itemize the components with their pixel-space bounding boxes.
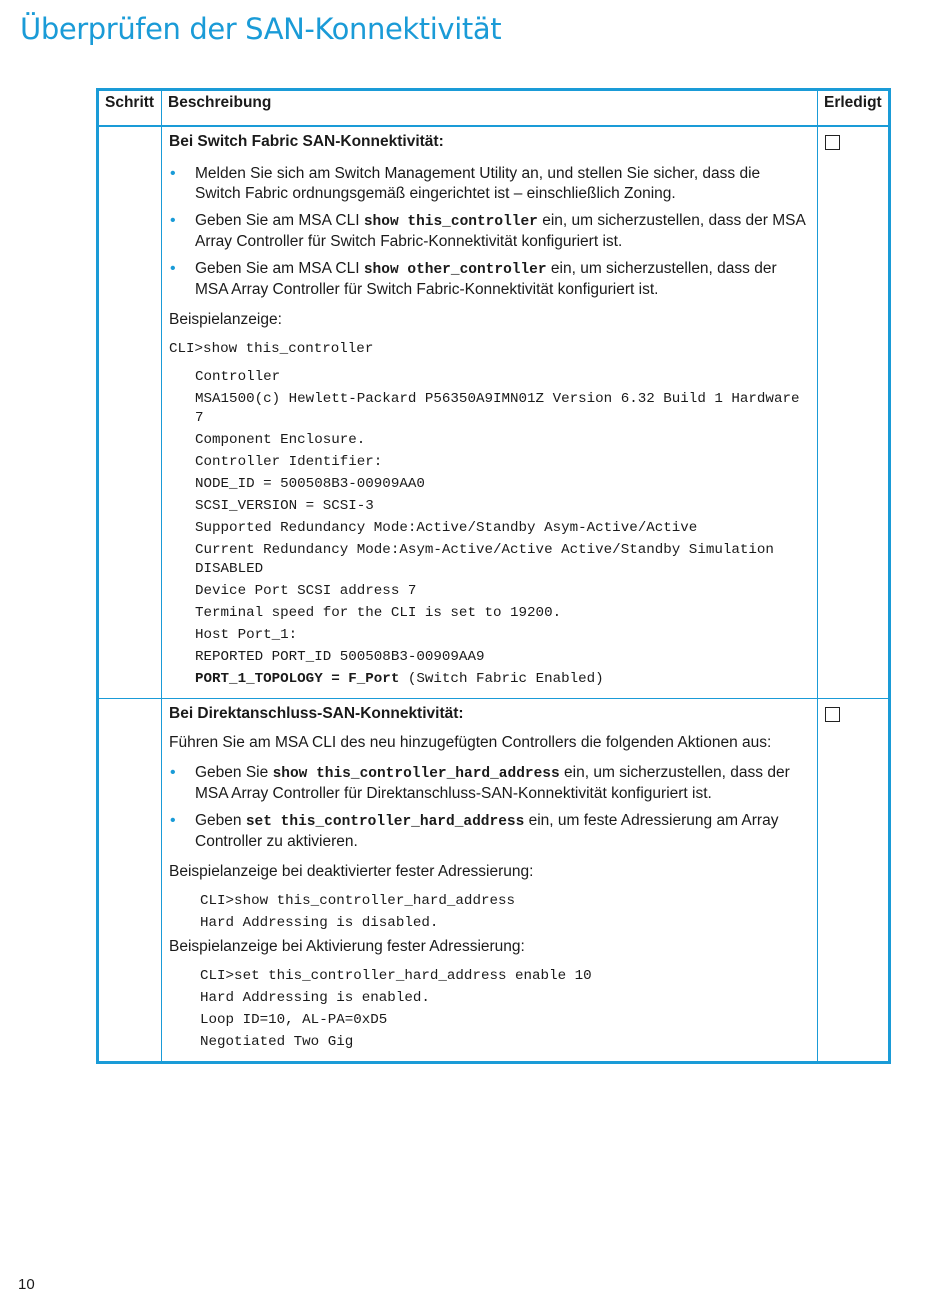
example-label: Beispielanzeige bei Aktivierung fester Adressierung: [169, 938, 525, 955]
table-row [98, 699, 890, 1063]
command-text: show this_controller_hard_address [272, 766, 560, 782]
done-checkbox[interactable] [825, 135, 840, 150]
code-line: Controller [195, 369, 281, 385]
code-line: Loop ID=10, AL-PA=0xD5 [200, 1012, 388, 1028]
command-text: show this_controller [363, 214, 538, 230]
bullet-text: Geben Sie am MSA CLI [195, 260, 364, 277]
page-title: Überprüfen der SAN-Konnektivität [20, 12, 502, 46]
done-cell [818, 699, 890, 1063]
step-cell [98, 699, 162, 1063]
header-schritt: Schritt [98, 90, 162, 127]
bullet-text: Geben [195, 812, 246, 829]
cli-example-disabled [169, 892, 809, 933]
step-cell [98, 126, 162, 699]
code-line: CLI>show this_controller_hard_address [200, 893, 516, 909]
bullet-text: ein, um sicherzustellen, dass der MSA Array Controller für Switch Fabric-Konnektivität konfiguriert ist. [195, 260, 777, 298]
list-item [169, 211, 809, 252]
code-line: SCSI_VERSION = SCSI-3 [195, 498, 374, 514]
intro-text: Führen Sie am MSA CLI des neu hinzugefügten Controllers die folgenden Aktionen aus: [169, 734, 772, 751]
bullet-text: ein, um sicherzustellen, dass der MSA Array Controller für Switch Fabric-Konnektivität konfiguriert ist. [195, 212, 805, 250]
code-line: CLI>set this_controller_hard_address enable 10 [200, 968, 592, 984]
example-label: Beispielanzeige bei deaktivierter fester Adressierung: [169, 863, 534, 880]
code-line: Hard Addressing is disabled. [200, 915, 439, 931]
code-line: NODE_ID = 500508B3-00909AA0 [195, 476, 425, 492]
cli-command: CLI>show this_controller [169, 341, 374, 357]
row-heading: Bei Direktanschluss-SAN-Konnektivität: [169, 705, 464, 722]
done-cell [818, 126, 890, 699]
code-line: Supported Redundancy Mode:Active/Standby Asym-Active/Active [195, 520, 698, 536]
list-item [169, 259, 809, 300]
bullet-list [169, 763, 809, 852]
code-line [195, 670, 809, 689]
header-erledigt: Erledigt [818, 90, 890, 127]
list-item [169, 811, 809, 852]
code-line: REPORTED PORT_ID 500508B3-00909AA9 [195, 649, 485, 665]
done-checkbox[interactable] [825, 707, 840, 722]
code-line: MSA1500(c) Hewlett-Packard P56350A9IMN01Z Version 6.32 Build 1 Hardware 7 [195, 391, 800, 426]
table-header-row [98, 90, 890, 127]
command-text: show other_controller [363, 262, 547, 278]
bullet-text: ein, um feste Adressierung am Array Controller zu aktivieren. [195, 812, 779, 850]
list-item [169, 164, 809, 204]
example-label: Beispielanzeige: [169, 311, 282, 328]
table-row [98, 126, 890, 699]
bullet-text: Melden Sie sich am Switch Management Utility an, und stellen Sie sicher, dass die Switch Fabric ordnungsgemäß eingerichtet ist – einschließlich Zoning. [195, 165, 761, 202]
code-line: Host Port_1: [195, 627, 298, 643]
description-cell [162, 126, 818, 699]
code-line: Hard Addressing is enabled. [200, 990, 430, 1006]
topology-value: PORT_1_TOPOLOGY = F_Port [195, 671, 400, 687]
row-heading: Bei Switch Fabric SAN-Konnektivität: [169, 133, 444, 150]
description-cell [162, 699, 818, 1063]
bullet-text: ein, um sicherzustellen, dass der MSA Array Controller für Direktanschluss-SAN-Konnektivität konfiguriert ist. [195, 764, 790, 802]
cli-example-enabled [169, 967, 809, 1052]
header-beschreibung: Beschreibung [162, 90, 818, 127]
page-number: 10 [18, 1276, 35, 1293]
bullet-text: Geben Sie am MSA CLI [195, 212, 364, 229]
code-line: Current Redundancy Mode:Asym-Active/Active Active/Standby Simulation DISABLED [195, 542, 774, 577]
list-item [169, 763, 809, 804]
topology-note: (Switch Fabric Enabled) [399, 671, 604, 687]
code-line: Component Enclosure. [195, 432, 366, 448]
cli-output [169, 368, 809, 689]
code-line: Device Port SCSI address 7 [195, 583, 417, 599]
code-line: Terminal speed for the CLI is set to 19200. [195, 605, 562, 621]
bullet-list [169, 164, 809, 300]
code-line: Negotiated Two Gig [200, 1034, 354, 1050]
bullet-text: Geben Sie [195, 764, 273, 781]
command-text: set this_controller_hard_address [245, 814, 525, 830]
checklist-table [96, 88, 891, 1064]
code-line: Controller Identifier: [195, 454, 383, 470]
